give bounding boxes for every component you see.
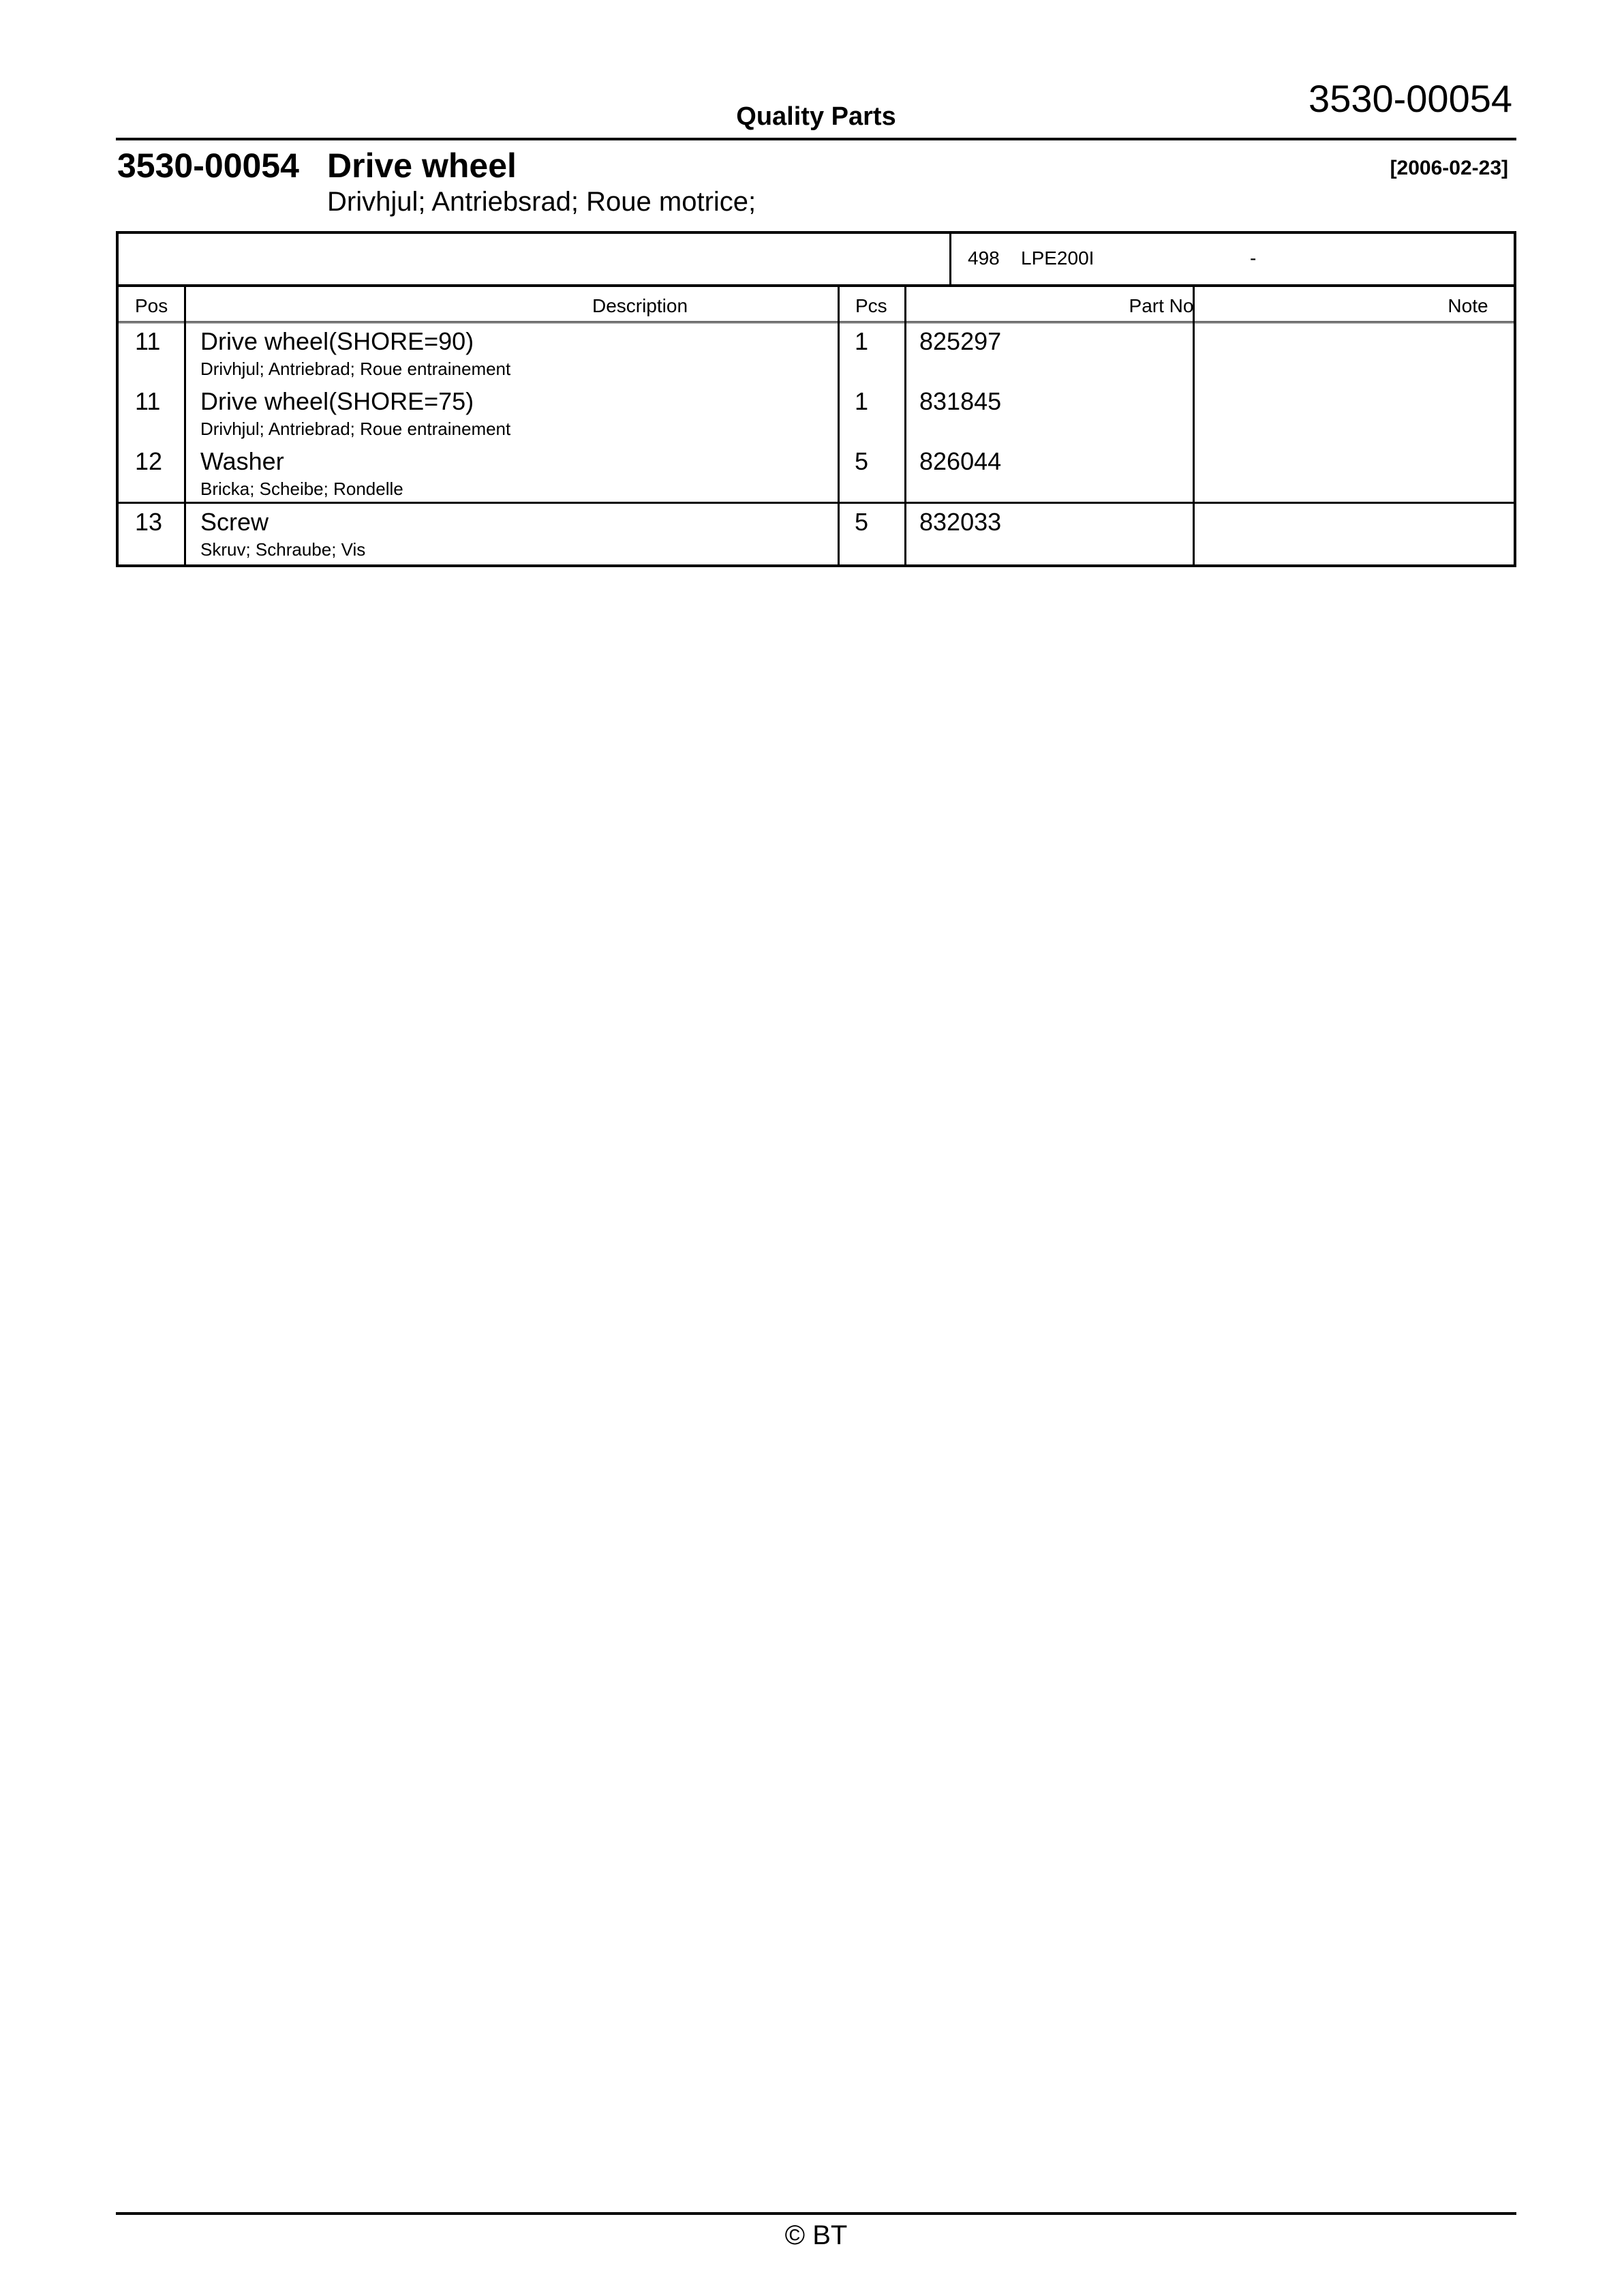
page-header [116, 68, 1516, 140]
model-dash: - [1250, 247, 1257, 269]
model-number: 498 [968, 247, 1000, 269]
row-description-translations: Drivhjul; Antriebrad; Roue entrainement [200, 419, 511, 439]
row-part-no: 832033 [919, 508, 1002, 536]
row-description: Washer [200, 447, 284, 475]
row-pcs: 1 [855, 327, 869, 355]
row-pos: 12 [135, 447, 163, 475]
document-title-block [116, 143, 1516, 225]
header-title: Quality Parts [736, 102, 896, 131]
document-date: [2006-02-23] [1390, 157, 1508, 179]
table-row [119, 502, 1514, 564]
row-pos: 11 [135, 327, 161, 355]
row-pos: 11 [135, 387, 161, 415]
row-description: Screw [200, 508, 269, 536]
copyright-notice: © BT [784, 2220, 848, 2250]
column-header-note: Note [1448, 295, 1488, 316]
column-header-description: Description [592, 295, 688, 316]
row-part-no: 831845 [919, 387, 1002, 415]
row-description-translations: Bricka; Scheibe; Rondelle [200, 479, 403, 499]
row-description: Drive wheel(SHORE=75) [200, 387, 474, 415]
table-row [119, 443, 1514, 503]
header-document-number: 3530-00054 [1309, 77, 1512, 120]
column-header-pcs: Pcs [855, 295, 887, 316]
document-code: 3530-00054 [117, 147, 299, 185]
row-description-translations: Skruv; Schraube; Vis [200, 539, 366, 560]
model-strip [119, 234, 1514, 287]
page-footer [116, 2212, 1516, 2250]
table-row [119, 323, 1514, 383]
row-part-no: 826044 [919, 447, 1002, 475]
row-pcs: 5 [855, 447, 869, 475]
row-part-no: 825297 [919, 327, 1002, 355]
parts-table [116, 231, 1516, 567]
document-subtitle: Drivhjul; Antriebsrad; Roue motrice; [327, 187, 756, 217]
document-name: Drive wheel [327, 147, 517, 185]
model-cell [949, 234, 1514, 284]
table-header-row [119, 287, 1514, 323]
table-row [119, 383, 1514, 443]
column-header-pos: Pos [135, 295, 168, 316]
row-description: Drive wheel(SHORE=90) [200, 327, 474, 355]
row-pcs: 5 [855, 508, 869, 536]
column-header-part-no: Part No [1129, 295, 1194, 316]
row-pos: 13 [135, 508, 163, 536]
row-description-translations: Drivhjul; Antriebrad; Roue entrainement [200, 359, 511, 379]
row-pcs: 1 [855, 387, 869, 415]
model-name: LPE200I [1021, 247, 1095, 269]
